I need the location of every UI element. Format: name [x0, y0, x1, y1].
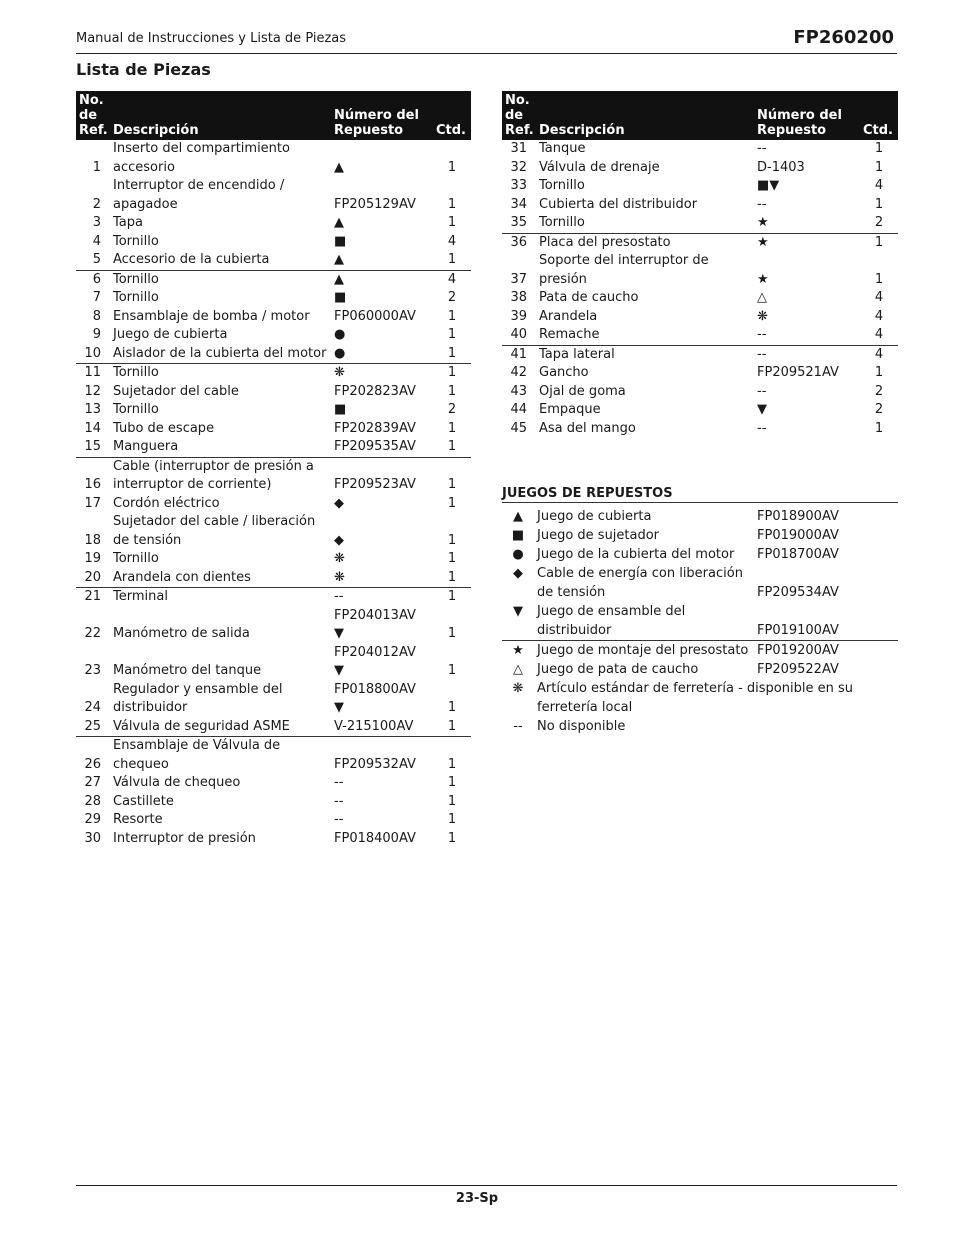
- quantity: 1: [874, 159, 884, 175]
- table-row: [76, 607, 471, 644]
- table-row: [76, 289, 471, 308]
- table-row: [76, 457, 471, 495]
- kit-description: Artículo estándar de ferretería - disponible en su ferretería local: [537, 681, 853, 715]
- table-row: [502, 214, 898, 233]
- parts-table-left: [76, 91, 471, 848]
- part-number: V-215100AV: [334, 718, 414, 734]
- quantity: 4: [874, 308, 884, 324]
- table-row: [76, 550, 471, 569]
- part-description: Gancho: [539, 365, 589, 380]
- part-description: Válvula de seguridad ASME: [113, 718, 290, 734]
- part-number: FP018400AV: [334, 830, 416, 846]
- part-description: Resorte: [113, 812, 163, 827]
- col-qty: Ctd.: [860, 91, 898, 140]
- col-part: Número del Repuesto: [331, 91, 433, 140]
- part-number: ■: [334, 233, 347, 249]
- part-number: FP209523AV: [331, 457, 433, 495]
- ref-number: 13: [84, 402, 101, 417]
- table-row: [76, 326, 471, 345]
- quantity: 4: [874, 327, 884, 342]
- part-number: FP204013AV ▼: [334, 607, 416, 641]
- kit-row: [502, 526, 898, 545]
- kit-symbol: --: [513, 719, 523, 734]
- kit-part-number: FP019100AV: [757, 623, 839, 638]
- kit-part-number: FP018700AV: [757, 547, 839, 562]
- part-number: FP018800AV ▼: [334, 681, 416, 715]
- ref-number: 35: [510, 215, 527, 230]
- kit-row: [502, 660, 898, 679]
- part-number: --: [757, 383, 767, 399]
- part-number: ●: [334, 345, 346, 361]
- ref-number: 41: [502, 345, 536, 364]
- table-row: [76, 270, 471, 289]
- table-row: [76, 308, 471, 327]
- kit-row: [502, 717, 898, 736]
- ref-number: 44: [510, 402, 527, 417]
- part-number: D-1403: [757, 159, 805, 175]
- quantity: 1: [447, 159, 457, 175]
- part-description: Regulador y ensamble del distribuidor: [113, 681, 283, 715]
- table-row: [76, 364, 471, 383]
- quantity: 2: [447, 290, 457, 305]
- col-desc: Descripción: [536, 91, 754, 140]
- quantity: 1: [860, 233, 898, 252]
- part-number: FP204012AV ▼: [334, 644, 416, 678]
- table-row: [76, 830, 471, 849]
- kits-table: [502, 507, 898, 736]
- page-number: 23-Sp: [455, 1191, 499, 1206]
- quantity: 1: [433, 457, 471, 495]
- ref-number: 3: [92, 215, 101, 230]
- part-description: Arandela: [539, 308, 598, 324]
- part-description: Cubierta del distribuidor: [539, 196, 698, 212]
- quantity: 2: [874, 383, 884, 399]
- ref-number: 10: [84, 345, 101, 361]
- quantity: 1: [447, 718, 457, 734]
- kit-symbol: △: [513, 662, 523, 677]
- part-description: Tanque: [539, 141, 586, 156]
- table-row: [76, 774, 471, 793]
- quantity: 1: [447, 327, 457, 342]
- quantity: 1: [447, 215, 457, 230]
- part-description: Pata de caucho: [539, 290, 639, 305]
- quantity: 1: [874, 196, 884, 212]
- quantity: 4: [860, 345, 898, 364]
- part-description: Manguera: [113, 439, 179, 454]
- table-row: [502, 289, 898, 308]
- part-number: FP205129AV: [334, 196, 416, 212]
- part-number: ▲: [334, 159, 344, 175]
- ref-number: 8: [92, 308, 101, 324]
- part-description: Ensamblaje de Válvula de chequeo: [110, 737, 331, 775]
- kit-symbol: ▼: [513, 604, 523, 619]
- kit-description: Juego de la cubierta del motor: [537, 547, 735, 562]
- part-number: FP060000AV: [334, 308, 416, 324]
- ref-number: 29: [84, 812, 101, 827]
- ref-number: 1: [92, 159, 101, 175]
- part-description: Tornillo: [539, 178, 585, 193]
- kit-part-number: FP209534AV: [757, 585, 839, 600]
- part-description: Terminal: [110, 588, 331, 607]
- quantity: 1: [447, 532, 457, 548]
- part-number: ◆: [334, 532, 344, 548]
- col-qty: Ctd.: [433, 91, 471, 140]
- kit-row: [502, 564, 898, 602]
- quantity: 1: [447, 830, 457, 846]
- kit-description: Juego de sujetador: [537, 528, 660, 543]
- part-description: Sujetador del cable: [113, 383, 239, 399]
- quantity: 1: [874, 141, 884, 156]
- kit-description: Juego de ensamble del distribuidor: [537, 604, 686, 638]
- part-description: Cable (interruptor de presión a interruptor de corriente): [110, 457, 331, 495]
- kit-part-number: FP209522AV: [757, 662, 839, 677]
- quantity: 1: [447, 345, 457, 361]
- ref-number: 40: [510, 327, 527, 342]
- ref-number: 34: [510, 196, 527, 212]
- part-number: --: [334, 793, 344, 809]
- quantity: 4: [433, 270, 471, 289]
- quantity: 1: [447, 663, 457, 678]
- quantity: 1: [447, 439, 457, 454]
- kit-row: [502, 545, 898, 564]
- part-description: Tornillo: [113, 233, 159, 249]
- part-description: Interruptor de presión: [113, 830, 256, 846]
- quantity: 1: [447, 551, 457, 566]
- table-row: [76, 588, 471, 607]
- quantity: 1: [447, 626, 457, 641]
- quantity: 1: [447, 793, 457, 809]
- part-description: Manómetro de salida: [113, 626, 250, 641]
- ref-number: 24: [84, 700, 101, 715]
- table-row: [76, 177, 471, 214]
- part-description: Cordón eléctrico: [113, 495, 220, 511]
- part-number: FP209535AV: [334, 439, 416, 454]
- kit-symbol: ▲: [513, 509, 523, 524]
- ref-number: 6: [76, 270, 110, 289]
- part-description: Tornillo: [113, 290, 159, 305]
- part-description: Aislador de la cubierta del motor: [113, 345, 327, 361]
- quantity: 1: [874, 365, 884, 380]
- part-description: Asa del mango: [539, 420, 636, 436]
- part-number: ❋: [757, 308, 768, 324]
- table-row: [502, 383, 898, 402]
- kit-symbol: ❋: [512, 681, 524, 696]
- part-number: ●: [334, 327, 346, 342]
- part-description: Tornillo: [539, 215, 585, 230]
- ref-number: 2: [92, 196, 101, 212]
- table-row: [502, 326, 898, 345]
- part-description: Empaque: [539, 402, 601, 417]
- part-description: Ensamblaje de bomba / motor: [113, 308, 310, 324]
- table-row: [502, 308, 898, 327]
- ref-number: 26: [76, 737, 110, 775]
- kit-row: [502, 507, 898, 526]
- kit-symbol: ◆: [513, 566, 523, 581]
- ref-number: 39: [510, 308, 527, 324]
- table-row: [502, 364, 898, 383]
- ref-number: 23: [84, 663, 101, 678]
- part-number: --: [757, 327, 767, 342]
- ref-number: 36: [502, 233, 536, 252]
- part-number: FP202823AV: [334, 383, 416, 399]
- kit-symbol: ●: [512, 547, 524, 562]
- table-row: [502, 140, 898, 159]
- part-number: ■▼: [757, 178, 780, 193]
- part-number: --: [331, 588, 433, 607]
- table-row: [76, 495, 471, 514]
- quantity: 1: [433, 737, 471, 775]
- part-number: FP202839AV: [334, 420, 416, 436]
- ref-number: 30: [84, 830, 101, 846]
- quantity: 1: [447, 812, 457, 827]
- part-number: ❋: [334, 551, 345, 566]
- kit-description: No disponible: [537, 719, 626, 734]
- table-row: [76, 681, 471, 718]
- kit-part-number: FP019200AV: [754, 641, 898, 661]
- table-row: [76, 438, 471, 457]
- part-number: ▲: [331, 270, 433, 289]
- table-row: [502, 177, 898, 196]
- table-header: [502, 91, 898, 140]
- quantity: 1: [447, 700, 457, 715]
- quantity: 4: [874, 290, 884, 305]
- quantity: 4: [447, 233, 457, 249]
- ref-number: 20: [84, 569, 101, 585]
- part-number: --: [334, 812, 344, 827]
- part-number: ■: [334, 402, 347, 417]
- quantity: 1: [447, 495, 457, 511]
- table-row: [76, 793, 471, 812]
- quantity: 2: [874, 402, 884, 417]
- table-row: [76, 644, 471, 681]
- ref-number: 7: [92, 290, 101, 305]
- part-number: ★: [754, 233, 860, 252]
- part-number: ■: [334, 290, 347, 305]
- header-divider: [76, 53, 897, 54]
- part-number: ★: [757, 215, 769, 230]
- ref-number: 45: [510, 420, 527, 436]
- manual-title: Manual de Instrucciones y Lista de Piezas: [76, 31, 347, 46]
- part-description: Manómetro del tanque: [113, 663, 262, 678]
- kit-description: Cable de energía con liberación de tensión: [537, 566, 743, 600]
- ref-number: 15: [84, 439, 101, 454]
- ref-number: 43: [510, 383, 527, 399]
- part-description: Inserto del compartimiento accesorio: [113, 141, 290, 175]
- quantity: 2: [447, 402, 457, 417]
- parts-rows-right: [502, 140, 898, 438]
- table-row: [502, 401, 898, 420]
- col-ref: No. de Ref.: [76, 91, 110, 140]
- table-header: [76, 91, 471, 140]
- parts-table-right: [502, 91, 898, 438]
- ref-number: 32: [510, 159, 527, 175]
- part-number: ▼: [757, 402, 767, 417]
- part-number: --: [757, 420, 767, 436]
- quantity: 1: [447, 420, 457, 436]
- kit-description: Juego de montaje del presostato: [534, 641, 754, 661]
- part-number: ◆: [334, 495, 344, 511]
- part-number: ★: [757, 271, 769, 287]
- footer-divider: [76, 1185, 897, 1186]
- quantity: 1: [874, 271, 884, 287]
- ref-number: 5: [92, 252, 101, 267]
- ref-number: 12: [84, 383, 101, 399]
- kit-row: [502, 679, 898, 717]
- quantity: 1: [447, 252, 457, 267]
- part-description: Sujetador del cable / liberación de tensión: [113, 514, 316, 548]
- ref-number: 25: [84, 718, 101, 734]
- ref-number: 42: [510, 365, 527, 380]
- part-description: Arandela con dientes: [113, 569, 251, 585]
- part-description: Tornillo: [110, 364, 331, 383]
- part-description: Tornillo: [110, 270, 331, 289]
- part-number: --: [754, 345, 860, 364]
- part-description: Accesorio de la cubierta: [113, 252, 270, 267]
- ref-number: 33: [510, 178, 527, 193]
- ref-number: 19: [84, 551, 101, 566]
- part-number: ❋: [334, 569, 345, 585]
- col-desc: Descripción: [110, 91, 331, 140]
- ref-number: 11: [76, 364, 110, 383]
- table-row: [502, 252, 898, 289]
- ref-number: 9: [92, 327, 101, 342]
- table-row: [76, 214, 471, 233]
- table-row: [502, 159, 898, 178]
- parts-rows-left: [76, 140, 471, 848]
- table-row: [76, 811, 471, 830]
- part-description: Remache: [539, 327, 600, 342]
- model-number: FP260200: [793, 27, 894, 48]
- kit-symbol: ★: [502, 641, 534, 661]
- kit-row: [502, 602, 898, 641]
- table-row: [76, 420, 471, 439]
- part-number: △: [757, 290, 767, 305]
- ref-number: 38: [510, 290, 527, 305]
- part-number: --: [334, 775, 344, 790]
- part-description: Juego de cubierta: [113, 327, 228, 342]
- table-row: [76, 401, 471, 420]
- part-description: Válvula de drenaje: [539, 159, 660, 175]
- part-number: FP209521AV: [757, 365, 839, 380]
- quantity: 1: [874, 420, 884, 436]
- col-ref: No. de Ref.: [502, 91, 536, 140]
- ref-number: 21: [76, 588, 110, 607]
- kit-description: Juego de cubierta: [537, 509, 652, 524]
- table-row: [76, 737, 471, 775]
- kit-part-number: FP019000AV: [757, 528, 839, 543]
- part-description: Tubo de escape: [113, 420, 215, 436]
- table-row: [502, 196, 898, 215]
- kits-title: JUEGOS DE REPUESTOS: [502, 486, 898, 503]
- part-number: ▲: [334, 252, 344, 267]
- quantity: 1: [433, 364, 471, 383]
- quantity: 1: [447, 775, 457, 790]
- ref-number: 18: [84, 532, 101, 548]
- section-title: Lista de Piezas: [76, 60, 211, 79]
- table-row: [76, 140, 471, 177]
- part-number: FP209532AV: [331, 737, 433, 775]
- ref-number: 28: [84, 793, 101, 809]
- table-row: [76, 233, 471, 252]
- ref-number: 17: [84, 495, 101, 511]
- part-description: Placa del presostato: [536, 233, 754, 252]
- ref-number: 4: [92, 233, 101, 249]
- part-description: Soporte del interruptor de presión: [539, 253, 709, 287]
- table-row: [76, 513, 471, 550]
- table-row: [76, 718, 471, 737]
- table-row: [502, 345, 898, 364]
- part-description: Tornillo: [113, 551, 159, 566]
- ref-number: 37: [510, 271, 527, 287]
- part-description: Castillete: [113, 793, 174, 809]
- quantity: 1: [433, 588, 471, 607]
- part-number: --: [757, 141, 767, 156]
- quantity: 1: [447, 308, 457, 324]
- part-description: Interruptor de encendido / apagadoe: [113, 178, 285, 212]
- part-number: ❋: [331, 364, 433, 383]
- table-row: [502, 420, 898, 439]
- part-description: Ojal de goma: [539, 383, 626, 399]
- quantity: 4: [874, 178, 884, 193]
- ref-number: 22: [84, 626, 101, 641]
- quantity: 1: [447, 383, 457, 399]
- ref-number: 14: [84, 420, 101, 436]
- ref-number: 27: [84, 775, 101, 790]
- quantity: 1: [447, 569, 457, 585]
- part-description: Válvula de chequeo: [113, 775, 241, 790]
- kits-rows: [502, 507, 898, 736]
- col-part: Número del Repuesto: [754, 91, 860, 140]
- quantity: 1: [447, 196, 457, 212]
- part-description: Tapa: [113, 215, 143, 230]
- quantity: 2: [874, 215, 884, 230]
- table-row: [76, 345, 471, 364]
- kit-description: Juego de pata de caucho: [537, 662, 699, 677]
- table-row: [76, 569, 471, 588]
- table-row: [502, 233, 898, 252]
- kit-part-number: FP018900AV: [757, 509, 839, 524]
- table-row: [76, 383, 471, 402]
- part-description: Tornillo: [113, 402, 159, 417]
- kit-row: [502, 641, 898, 661]
- ref-number: 31: [510, 141, 527, 156]
- table-row: [76, 251, 471, 270]
- ref-number: 16: [76, 457, 110, 495]
- kit-symbol: ■: [511, 528, 525, 543]
- part-number: --: [757, 196, 767, 212]
- part-number: ▲: [334, 215, 344, 230]
- part-description: Tapa lateral: [536, 345, 754, 364]
